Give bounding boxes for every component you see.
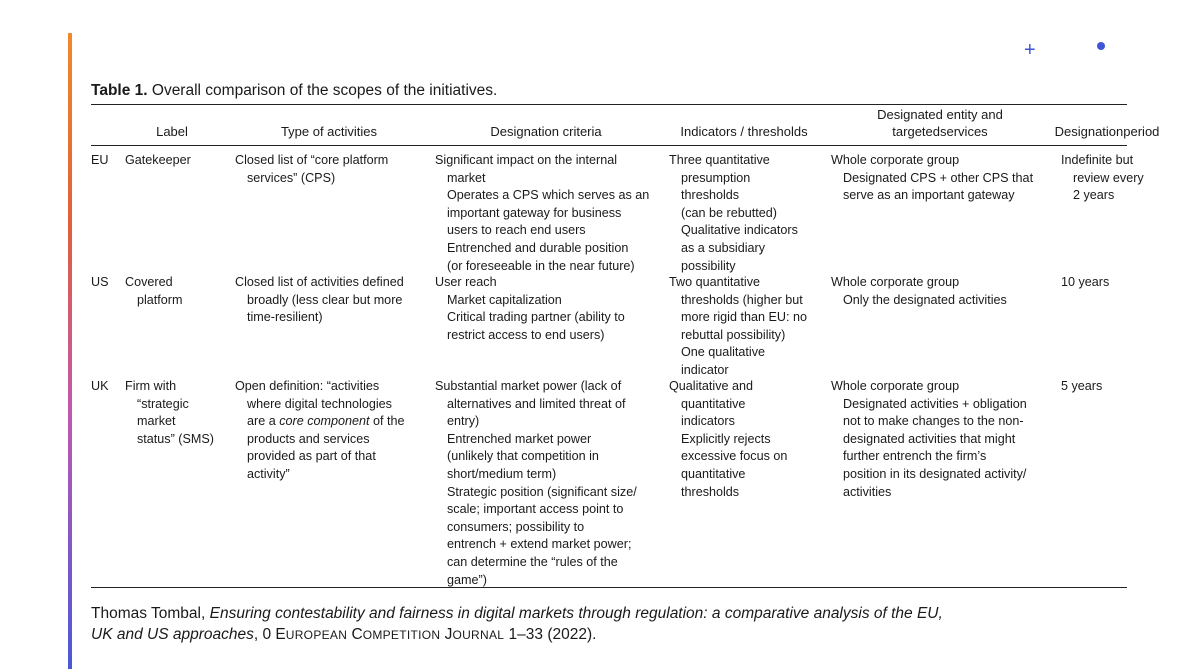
row-eu-criteria: Significant impact on the internal market Operates a CPS which serves as an important gateway for business users to reach end users Entrenched and durable position (or foreseeable in the near future) (435, 153, 650, 273)
row-us-region: US (91, 275, 109, 289)
row-us-type: Closed list of activities defined broadly (less clear but more time-resilient) (235, 275, 404, 325)
header-type: Type of activities (280, 124, 378, 139)
row-us-period: 10 years (1061, 275, 1110, 289)
table-header-rule (91, 145, 1127, 146)
dot-icon[interactable] (1097, 42, 1105, 50)
table-top-rule (91, 104, 1127, 105)
accent-bar (68, 33, 72, 669)
row-uk-period: 5 years (1061, 379, 1103, 393)
plus-icon[interactable]: + (1024, 39, 1036, 61)
row-uk-criteria: Substantial market power (lack of alternatives and limited threat of entry) Entrenched market power (unlikely that competition in short/medium term) Strategic position (significant size/ scale; important access point to consumers; possibility to entrench + extend market power; can determine the “rules of the game”) (435, 379, 637, 587)
header-indicators: Indicators / thresholds (680, 124, 808, 139)
citation-author: Thomas Tombal, (91, 605, 210, 622)
citation-title-cont: UK and US approaches (91, 626, 254, 643)
caption-label: Table 1. (91, 82, 148, 99)
row-uk-indicators: Qualitative and quantitative indicators Explicitly rejects excessive focus on quantitative thresholds (669, 379, 788, 499)
row-uk-region: UK (91, 379, 109, 393)
row-eu-period: Indefinite but review every 2 years (1061, 153, 1144, 203)
row-eu-type: Closed list of “core platform services” (CPS) (235, 153, 389, 185)
header-criteria: Designation criteria (490, 124, 602, 139)
row-uk-entity: Whole corporate group Designated activities + obligation not to make changes to the non- designated activities that might further entrench the firm’s position in its designated activity/ activities (831, 379, 1027, 499)
row-eu-label: Gatekeeper (125, 153, 191, 167)
row-us-criteria: User reach Market capitalization Critical trading partner (ability to restrict access to end users) (435, 275, 625, 342)
header-entity: Designated entity and targetedservices (877, 107, 1003, 139)
table-caption (91, 82, 497, 100)
row-uk-type: Open definition: “activities where digital technologies are a core component of the products and services provided as part of that activity” (235, 379, 405, 481)
citation-title: Ensuring contestability and fairness in digital markets through regulation: a comparative analysis of the EU, (209, 605, 943, 622)
row-us-indicators: Two quantitative thresholds (higher but more rigid than EU: no rebuttal possibility) One qualitative indicator (669, 275, 807, 377)
row-eu-indicators: Three quantitative presumption thresholds (can be rebutted) Qualitative indicators as a subsidiary possibility (669, 153, 798, 273)
row-uk-label: Firm with “strategic market status” (SMS) (125, 379, 214, 446)
row-us-label: Covered platform (125, 275, 183, 307)
header-period: Designationperiod (1054, 124, 1160, 139)
row-eu-region: EU (91, 153, 109, 167)
caption-text: Overall comparison of the scopes of the initiatives. (147, 82, 498, 99)
row-us-entity: Whole corporate group Only the designated activities (831, 275, 1007, 307)
header-label: Label (156, 124, 188, 139)
citation: Thomas Tombal, Ensuring contestability and fairness in digital markets through regulation: a comparative analysis of the EU, UK and US approaches, 0 EUROPEAN COMPETITION JOURNAL 1–33 (2022). (91, 605, 943, 643)
row-eu-entity: Whole corporate group Designated CPS + other CPS that serve as an important gateway (831, 153, 1034, 203)
